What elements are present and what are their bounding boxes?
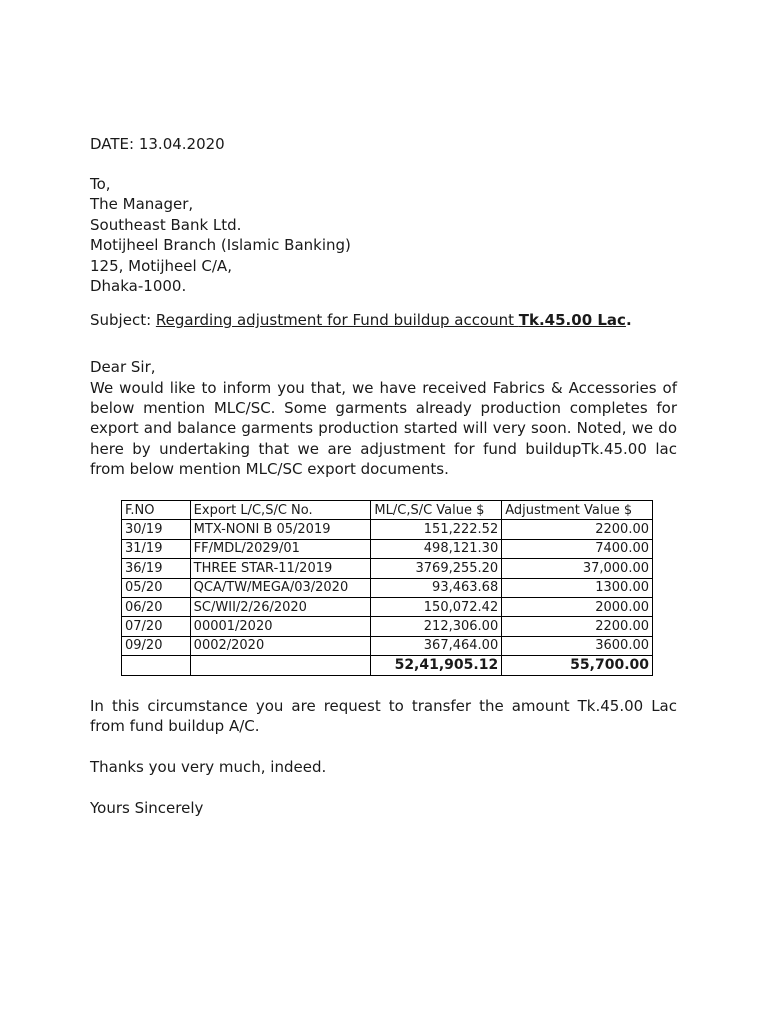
cell-export-lc: SC/WII/2/26/2020 [190, 597, 371, 616]
table-header-row [122, 501, 653, 520]
table-row [122, 597, 653, 616]
header-fno: F.NO [122, 501, 191, 520]
total-mlc-value: 52,41,905.12 [371, 656, 502, 675]
cell-adjustment-value: 7400.00 [502, 539, 653, 558]
subject-prefix: Subject: [90, 311, 156, 329]
cell-mlc-value: 498,121.30 [371, 539, 502, 558]
cell-fno: 06/20 [122, 597, 191, 616]
table-row [122, 578, 653, 597]
address-line: Motijheel Branch (Islamic Banking) [90, 236, 351, 255]
cell-mlc-value: 93,463.68 [371, 578, 502, 597]
address-line: Southeast Bank Ltd. [90, 215, 242, 234]
cell-adjustment-value: 1300.00 [502, 578, 653, 597]
cell-fno: 31/19 [122, 539, 191, 558]
cell-export-lc: FF/MDL/2029/01 [190, 539, 371, 558]
cell-export-lc: THREE STAR-11/2019 [190, 559, 371, 578]
cell-export-lc: 0002/2020 [190, 636, 371, 655]
table-row [122, 617, 653, 636]
subject-amount: Tk.45.00 Lac [518, 311, 626, 329]
subject-line [90, 310, 632, 330]
salutation-to: To, [90, 175, 111, 193]
table-row [122, 539, 653, 558]
table-row [122, 636, 653, 655]
cell-mlc-value: 212,306.00 [371, 617, 502, 636]
subject-end: . [625, 311, 632, 329]
table-total-row [122, 656, 653, 675]
cell-adjustment-value: 3600.00 [502, 636, 653, 655]
cell-mlc-value: 367,464.00 [371, 636, 502, 655]
cell-fno: 05/20 [122, 578, 191, 597]
letter-date: DATE: 13.04.2020 [90, 135, 225, 153]
request-paragraph: In this circumstance you are request to transfer the amount Tk.45.00 Lac from fund buildup A/C. [90, 697, 677, 736]
header-mlc-value: ML/C,S/C Value $ [371, 501, 502, 520]
cell-fno: 07/20 [122, 617, 191, 636]
header-adjustment-value: Adjustment Value $ [502, 501, 653, 520]
cell-export-lc: 00001/2020 [190, 617, 371, 636]
cell-export-lc: MTX-NONI B 05/2019 [190, 520, 371, 539]
cell-fno: 30/19 [122, 520, 191, 539]
table-row [122, 559, 653, 578]
fund-adjustment-table [121, 500, 653, 676]
closing-line: Yours Sincerely [90, 799, 204, 817]
header-export-lc: Export L/C,S/C No. [190, 501, 371, 520]
address-line: The Manager, [90, 195, 194, 214]
cell-adjustment-value: 2200.00 [502, 520, 653, 539]
cell-fno: 09/20 [122, 636, 191, 655]
cell-export-lc: QCA/TW/MEGA/03/2020 [190, 578, 371, 597]
thanks-line: Thanks you very much, indeed. [90, 758, 327, 776]
greeting: Dear Sir, [90, 358, 156, 376]
address-line: 125, Motijheel C/A, [90, 256, 232, 275]
total-adjustment-value: 55,700.00 [502, 656, 653, 675]
recipient-address [90, 194, 351, 296]
cell-adjustment-value: 2200.00 [502, 617, 653, 636]
body-paragraph: We would like to inform you that, we have received Fabrics & Accessories of below mention MLC/SC. Some garments already production completes for export and balance garments production started will very soon. Noted, we do here by undertaking that we are adjustment for fund buildupTk.45.00 lac from below mention MLC/SC export documents. [90, 379, 677, 478]
cell-mlc-value: 3769,255.20 [371, 559, 502, 578]
cell-fno: 36/19 [122, 559, 191, 578]
cell-mlc-value: 151,222.52 [371, 520, 502, 539]
cell-mlc-value: 150,072.42 [371, 597, 502, 616]
total-cell-empty [122, 656, 191, 675]
subject-text: Regarding adjustment for Fund buildup account [155, 311, 519, 329]
cell-adjustment-value: 2000.00 [502, 597, 653, 616]
table-row [122, 520, 653, 539]
cell-adjustment-value: 37,000.00 [502, 559, 653, 578]
address-line: Dhaka-1000. [90, 277, 187, 296]
total-cell-empty [190, 656, 371, 675]
